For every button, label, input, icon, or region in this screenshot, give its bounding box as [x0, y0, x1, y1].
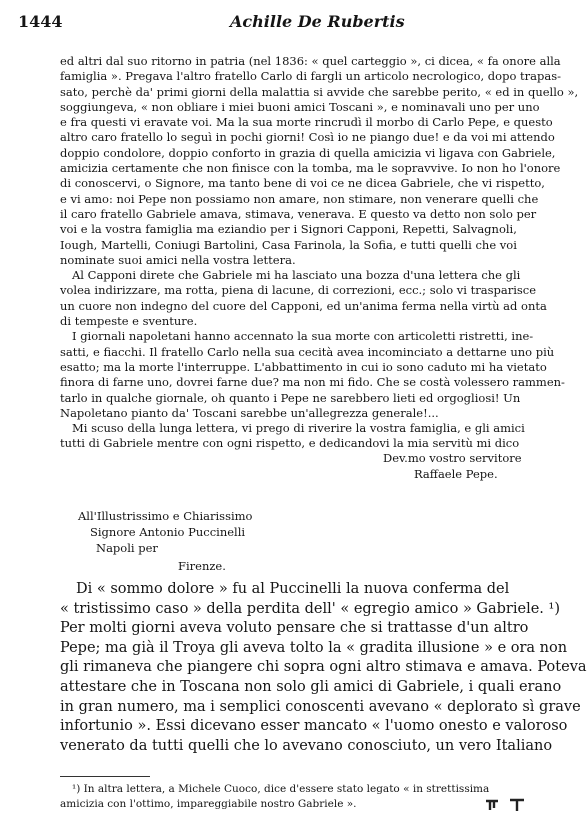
letter-closing: Dev.mo vostro servitore	[383, 451, 522, 465]
body-line: infortunio ». Essi dicevano esser mancato « l'uomo onesto e valoroso	[60, 718, 568, 735]
letter-line: tutti di Gabriele mentre con ogni rispetto, e dedicandovi la mia servitù mi dico	[60, 436, 520, 451]
address-line-1: All'Illustrissimo e Chiarissimo	[78, 509, 253, 523]
body-text	[60, 580, 587, 756]
letter-line: sato, perchè da' primi giorni della malattia si avvide che sarebbe perito, « ed in quello »,	[60, 84, 579, 99]
letter-line: Mi scuso della lunga lettera, vi prego di riverire la vostra famiglia, e gli amici	[72, 421, 525, 436]
body-line: in gran numero, ma i semplici conoscenti avevano « deplorato sì grave	[60, 698, 581, 715]
letter-line: il caro fratello Gabriele amava, stimava, venerava. E questo va detto non solo per	[60, 206, 537, 221]
address-line-4: Firenze.	[178, 559, 226, 573]
footnote	[60, 782, 530, 811]
letter-line: esatto; ma la morte l'interruppe. L'abbattimento in cui io sono caduto mi ha vietato	[60, 359, 547, 374]
letter-line: Napoletano pianto da' Toscani sarebbe un'allegrezza generale!...	[60, 405, 439, 420]
letter-line: doppio condolore, doppio conforto in grazia di quella amicizia vi ligava con Gabriele,	[60, 145, 556, 160]
footnote-rule	[60, 776, 150, 777]
letter-line: finora di farne uno, dovrei farne due? ma non mi fido. Che se costà volessero rammen-	[60, 375, 565, 390]
body-line: venerato da tutti quelli che lo avevano conosciuto, un vero Italiano	[60, 737, 553, 754]
letter-text	[60, 54, 579, 452]
address-line-2: Signore Antonio Puccinelli	[90, 525, 246, 539]
letter-line: Al Capponi direte che Gabriele mi ha lasciato una bozza d'una lettera che gli	[72, 268, 521, 283]
letter-line: e fra questi vi eravate voi. Ma la sua morte rincrudì il morbo di Carlo Pepe, e questo	[60, 115, 553, 130]
letter-line: amicizia certamente che non finisce con la tomba, ma le sopravvive. Io non ho l'onore	[60, 161, 561, 176]
body-line: « tristissimo caso » della perdita dell' « egregio amico » Gabriele. ¹)	[60, 600, 560, 617]
address-line-3: Napoli per	[96, 541, 158, 555]
body-line: Per molti giorni aveva voluto pensare che si trattasse d'un altro	[60, 620, 529, 637]
footnote-line: amicizia con l'ottimo, impareggiabile nostro Gabriele ».	[60, 797, 357, 810]
running-head: Achille De Rubertis	[230, 12, 405, 31]
letter-line: di conoscervi, o Signore, ma tanto bene di voi ce ne dicea Gabriele, che vi rispetto,	[60, 176, 545, 191]
letter-line: I giornali napoletani hanno accennato la sua morte con articoletti ristretti, ine-	[72, 329, 534, 344]
body-line: Pepe; ma già il Troya gli aveva tolto la « gradita illusione » e ora non	[60, 639, 568, 656]
letter-line: satti, e fiacchi. Il fratello Carlo nella sua cecità avea incominciato a dettarne uno più	[60, 344, 555, 359]
letter-line: e vi amo: noi Pepe non possiamo non amare, non stimare, non venerare quelli che	[60, 191, 539, 206]
ink-mark	[484, 798, 528, 812]
body-line: Di « sommo dolore » fu al Puccinelli la nuova conferma del	[76, 581, 510, 597]
letter-line: nominate suoi amici nella vostra lettera.	[60, 252, 296, 267]
body-line: gli rimaneva che piangere chi sopra ogni altro stimava e amava. Poteva	[60, 659, 587, 676]
letter-line: Iough, Martelli, Coniugi Bartolini, Casa Farinola, la Sofia, e tutti quelli che voi	[60, 237, 517, 252]
letter-line: un cuore non indegno del cuore del Capponi, ed un'anima ferma nella virtù ad onta	[60, 298, 547, 313]
page-number: 1444	[18, 12, 63, 31]
letter-line: voi e la vostra famiglia ma eziandio per i Signori Capponi, Repetti, Salvagnoli,	[60, 222, 517, 237]
letter-line: di tempeste e sventure.	[60, 314, 198, 329]
letter-line: ed altri dal suo ritorno in patria (nel 1836: « quel carteggio », ci dicea, « fa onore alla	[60, 54, 561, 68]
body-line: attestare che in Toscana non solo gli amici di Gabriele, i quali erano	[60, 678, 562, 695]
footnote-line: ¹) In altra lettera, a Michele Cuoco, dice d'essere stato legato « in strettissima	[72, 783, 490, 795]
letter-line: soggiungeva, « non obliare i miei buoni amici Toscani », e nominavali uno per uno	[60, 99, 540, 114]
letter-line: altro caro fratello lo seguì in pochi giorni! Così io ne piango due! e da voi mi attendo	[60, 130, 555, 145]
letter-line: volea indirizzare, ma rotta, piena di lacune, di correzioni, ecc.; solo vi trasparisce	[60, 283, 537, 298]
letter-line: famiglia ». Pregava l'altro fratello Carlo di fargli un articolo necrologico, dopo trapas-	[60, 69, 562, 84]
letter-signature: Raffaele Pepe.	[414, 467, 498, 481]
letter-line: tarlo in qualche giornale, oh quanto i Pepe ne sarebbero lieti ed orgogliosi! Un	[60, 390, 521, 405]
